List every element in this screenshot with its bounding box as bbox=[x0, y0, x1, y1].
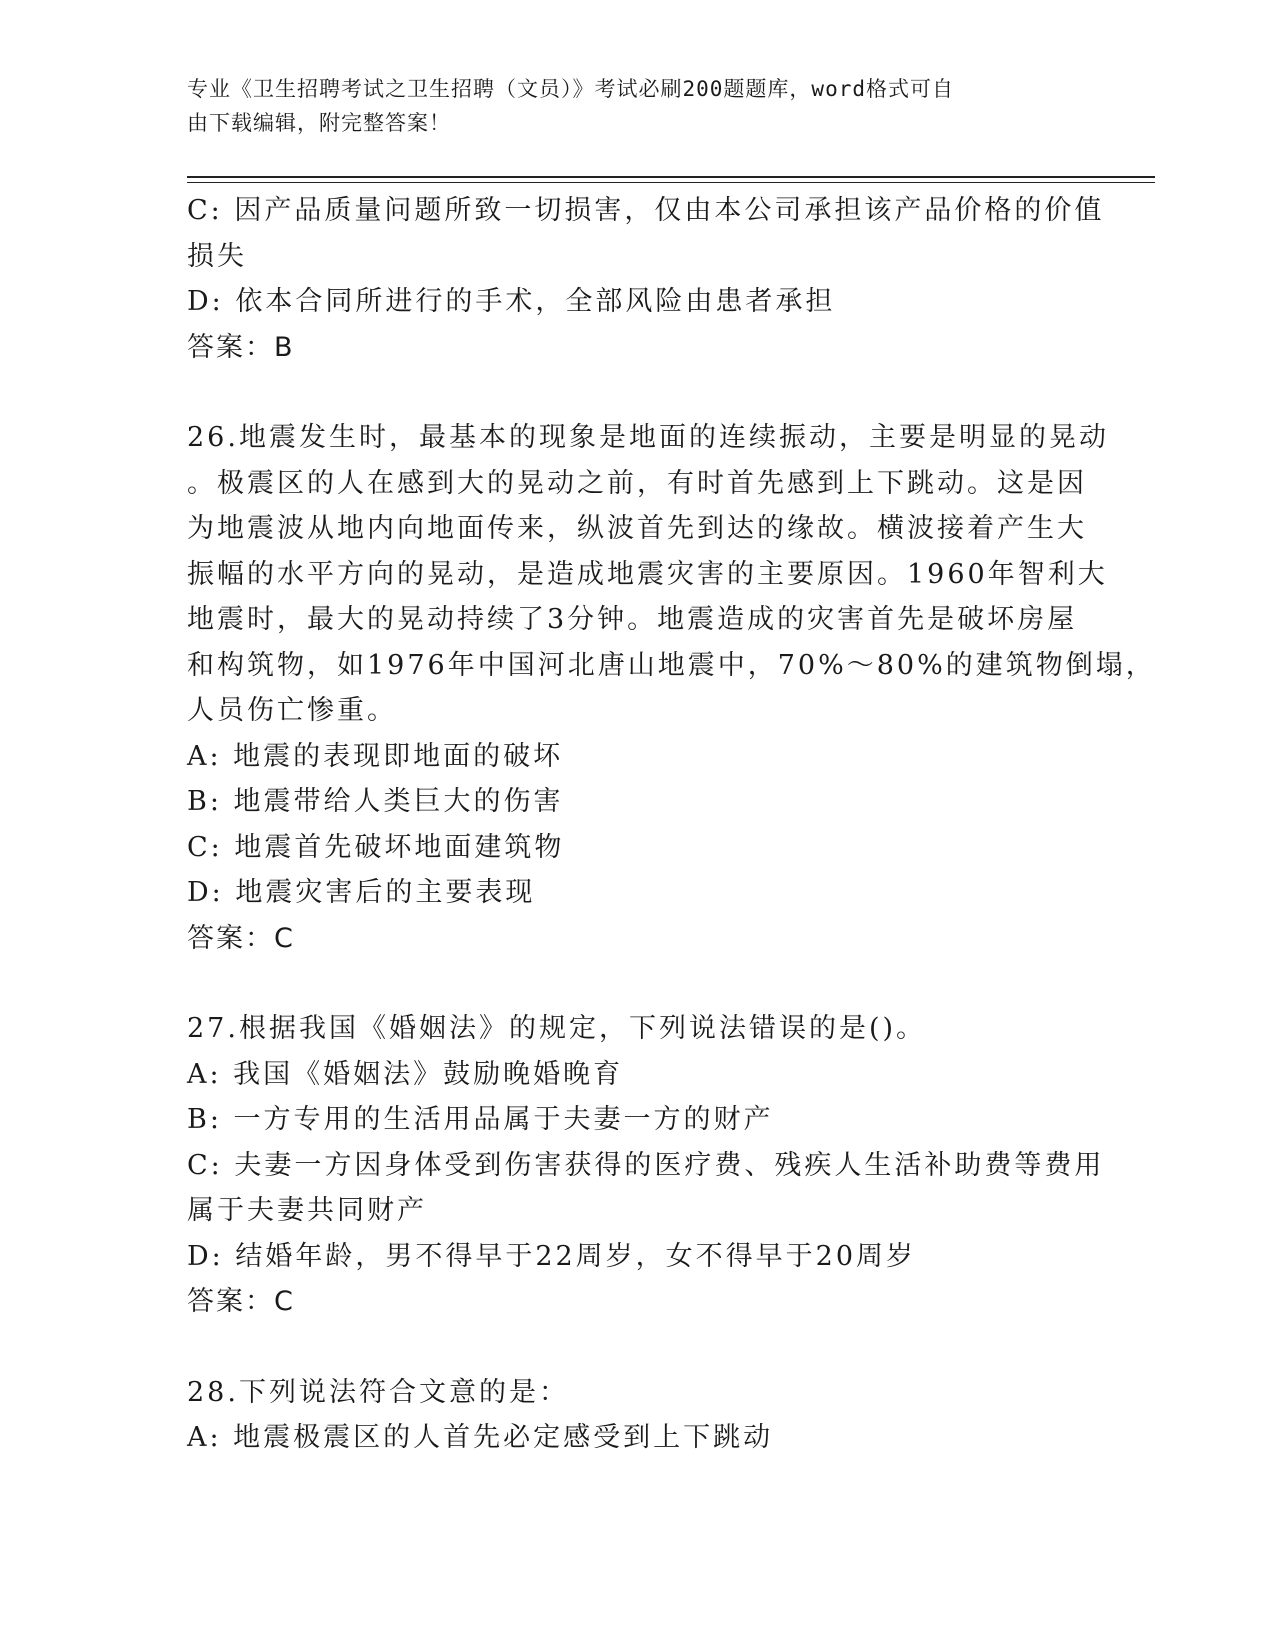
header-divider-thick bbox=[187, 176, 1155, 178]
question-25 bbox=[187, 188, 1105, 370]
question-stem-line: 人员伤亡惨重。 bbox=[187, 695, 397, 726]
question-stem-line: 和构筑物，如1976年中国河北唐山地震中，70%～80%的建筑物倒塌， bbox=[187, 649, 1156, 681]
option-b: B: 地震带给人类巨大的伤害 bbox=[187, 786, 564, 817]
question-stem-line: 振幅的水平方向的晃动，是造成地震灾害的主要原因。1960年智利大 bbox=[187, 558, 1108, 590]
option-c: C: 夫妻一方因身体受到伤害获得的医疗费、残疾人生活补助费等费用 bbox=[187, 1149, 1105, 1181]
question-stem-line: 地震时，最大的晃动持续了3分钟。地震造成的灾害首先是破坏房屋 bbox=[187, 604, 1078, 635]
question-stem-line: 26.地震发生时，最基本的现象是地面的连续振动，主要是明显的晃动 bbox=[187, 422, 1109, 453]
option-b: B: 一方专用的生活用品属于夫妻一方的财产 bbox=[187, 1104, 774, 1135]
option-a: A: 地震极震区的人首先必定感受到上下跳动 bbox=[187, 1422, 774, 1453]
option-d: D: 地震灾害后的主要表现 bbox=[187, 877, 536, 908]
document-header bbox=[187, 72, 1087, 140]
question-stem: 27.根据我国《婚姻法》的规定，下列说法错误的是()。 bbox=[187, 1013, 927, 1044]
option-c-continued: 属于夫妻共同财产 bbox=[187, 1195, 427, 1226]
header-line-1: 专业《卫生招聘考试之卫生招聘（文员）》考试必刷200题题库，word格式可自 bbox=[187, 77, 954, 101]
option-a: A: 我国《婚姻法》鼓励晚婚晚育 bbox=[187, 1058, 624, 1090]
question-content bbox=[187, 188, 1156, 1461]
question-stem-line: 。极震区的人在感到大的晃动之前，有时首先感到上下跳动。这是因 bbox=[187, 467, 1087, 499]
question-stem-line: 为地震波从地内向地面传来，纵波首先到达的缘故。横波接着产生大 bbox=[187, 513, 1087, 544]
answer: 答案：C bbox=[187, 922, 295, 954]
header-line-2: 由下载编辑，附完整答案！ bbox=[187, 111, 451, 135]
question-27 bbox=[187, 1006, 1105, 1325]
header-divider-thin bbox=[187, 182, 1155, 183]
option-d: D: 依本合同所进行的手术，全部风险由患者承担 bbox=[187, 286, 836, 317]
spacer bbox=[187, 1325, 1087, 1370]
answer: 答案：C bbox=[187, 1286, 295, 1317]
option-c: C: 地震首先破坏地面建筑物 bbox=[187, 831, 565, 863]
spacer bbox=[187, 961, 1087, 1006]
option-a: A: 地震的表现即地面的破坏 bbox=[187, 740, 564, 772]
question-26 bbox=[187, 415, 1156, 961]
answer: 答案：B bbox=[187, 331, 295, 363]
option-c-continued: 损失 bbox=[187, 240, 247, 272]
question-stem: 28.下列说法符合文意的是： bbox=[187, 1376, 569, 1408]
option-c: C: 因产品质量问题所致一切损害，仅由本公司承担该产品价格的价值 bbox=[187, 195, 1105, 226]
spacer bbox=[187, 370, 1087, 415]
option-d: D: 结婚年龄，男不得早于22周岁，女不得早于20周岁 bbox=[187, 1240, 917, 1272]
question-28 bbox=[187, 1370, 1087, 1461]
